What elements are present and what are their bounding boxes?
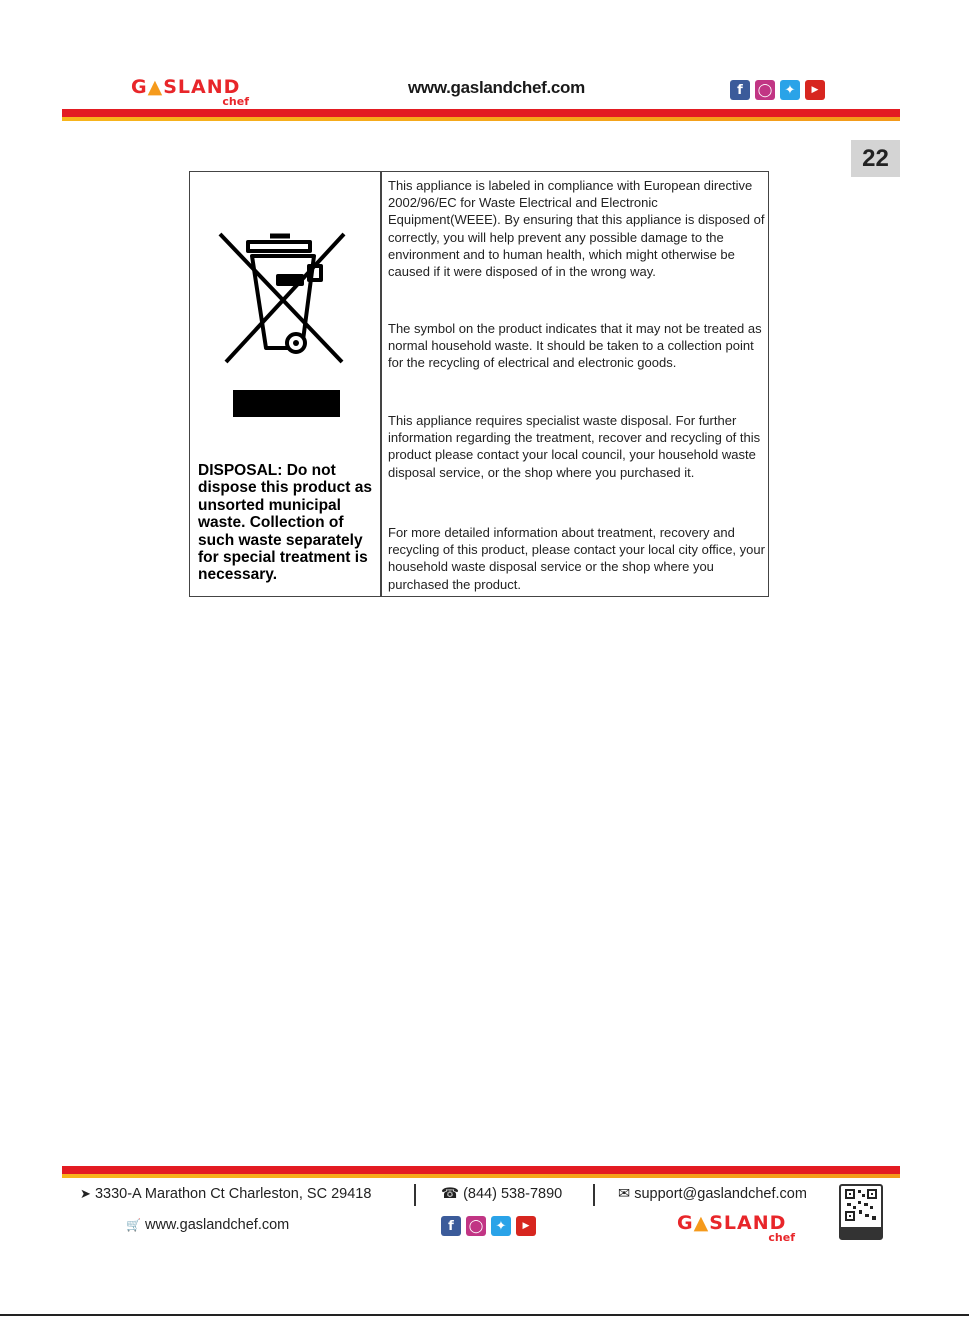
table-divider: [380, 172, 382, 596]
twitter-icon[interactable]: ✦: [780, 80, 800, 100]
phone-text: (844) 538-7890: [463, 1186, 563, 1202]
paragraph-weee: This appliance is labeled in compliance with European directive 2002/96/EC for Waste Electrical and Electronic Equipment(WEEE). By ensuring that this appliance is disposed of correctly, you will help prevent any possible damage to the environment and to human health, which might otherwise be caused if it were disposed of in the wrong way.: [388, 178, 765, 280]
paragraph-more-info: For more detailed information about treatment, recovery and recycling of this product, please contact your local city office, your household waste disposal service or the shop where you purchased the product.: [388, 525, 765, 592]
youtube-icon[interactable]: ▶: [516, 1216, 536, 1236]
header-social-icons: [730, 80, 825, 100]
logo-sub: chef: [222, 95, 249, 108]
footer-separator: [593, 1184, 595, 1206]
flame-icon: ▲: [693, 1212, 710, 1234]
header-logo: [131, 76, 253, 112]
footer-website[interactable]: [126, 1217, 289, 1233]
page-number: 22: [851, 140, 900, 177]
location-arrow-icon: ➤: [80, 1186, 91, 1201]
footer-address: [80, 1186, 371, 1202]
instagram-icon[interactable]: ◯: [755, 80, 775, 100]
phone-icon: ☎: [441, 1186, 460, 1202]
header-stripe: [62, 109, 900, 121]
flame-icon: ▲: [147, 76, 164, 98]
footer-phone[interactable]: [441, 1186, 562, 1202]
footer-stripe: [62, 1166, 900, 1178]
qr-code-icon[interactable]: [839, 1184, 883, 1240]
paragraph-symbol: The symbol on the product indicates that it may not be treated as normal household waste. It should be taken to a collection point for the recycling of electrical and electronic goods.: [388, 321, 762, 371]
instagram-icon[interactable]: ◯: [466, 1216, 486, 1236]
email-text: support@gaslandchef.com: [634, 1186, 807, 1202]
address-text: 3330-A Marathon Ct Charleston, SC 29418: [94, 1186, 372, 1202]
website-text: www.gaslandchef.com: [144, 1217, 290, 1233]
crossed-out-wheelie-bin-icon: [210, 220, 352, 370]
underline-bar: [233, 390, 340, 417]
twitter-icon[interactable]: ✦: [491, 1216, 511, 1236]
footer-logo: [677, 1212, 799, 1248]
youtube-icon[interactable]: ▶: [805, 80, 825, 100]
facebook-icon[interactable]: f: [730, 80, 750, 100]
logo-wordmark: G▲SLAND: [677, 1212, 787, 1234]
qr-label: [841, 1227, 881, 1238]
page-bottom-border: [0, 1314, 969, 1316]
header-website[interactable]: www.gaslandchef.com: [408, 78, 585, 97]
disposal-note: DISPOSAL: Do not dispose this product as unsorted municipal waste. Collection of such waste separately for special treatment is necessary.: [198, 462, 372, 584]
footer-separator: [414, 1184, 416, 1206]
facebook-icon[interactable]: f: [441, 1216, 461, 1236]
logo-sub: chef: [768, 1231, 795, 1244]
paragraph-specialist: This appliance requires specialist waste disposal. For further information regarding the treatment, recover and recycling of this product please contact your local council, your household waste disposal service, or the shop where you purchased it.: [388, 413, 761, 480]
envelope-icon: ✉: [618, 1186, 631, 1202]
logo-wordmark: G▲SLAND: [131, 76, 241, 98]
footer-email[interactable]: [618, 1186, 807, 1202]
footer-social-icons: [441, 1216, 536, 1236]
disposal-table: [189, 171, 769, 597]
cart-icon: 🛒: [126, 1218, 141, 1232]
